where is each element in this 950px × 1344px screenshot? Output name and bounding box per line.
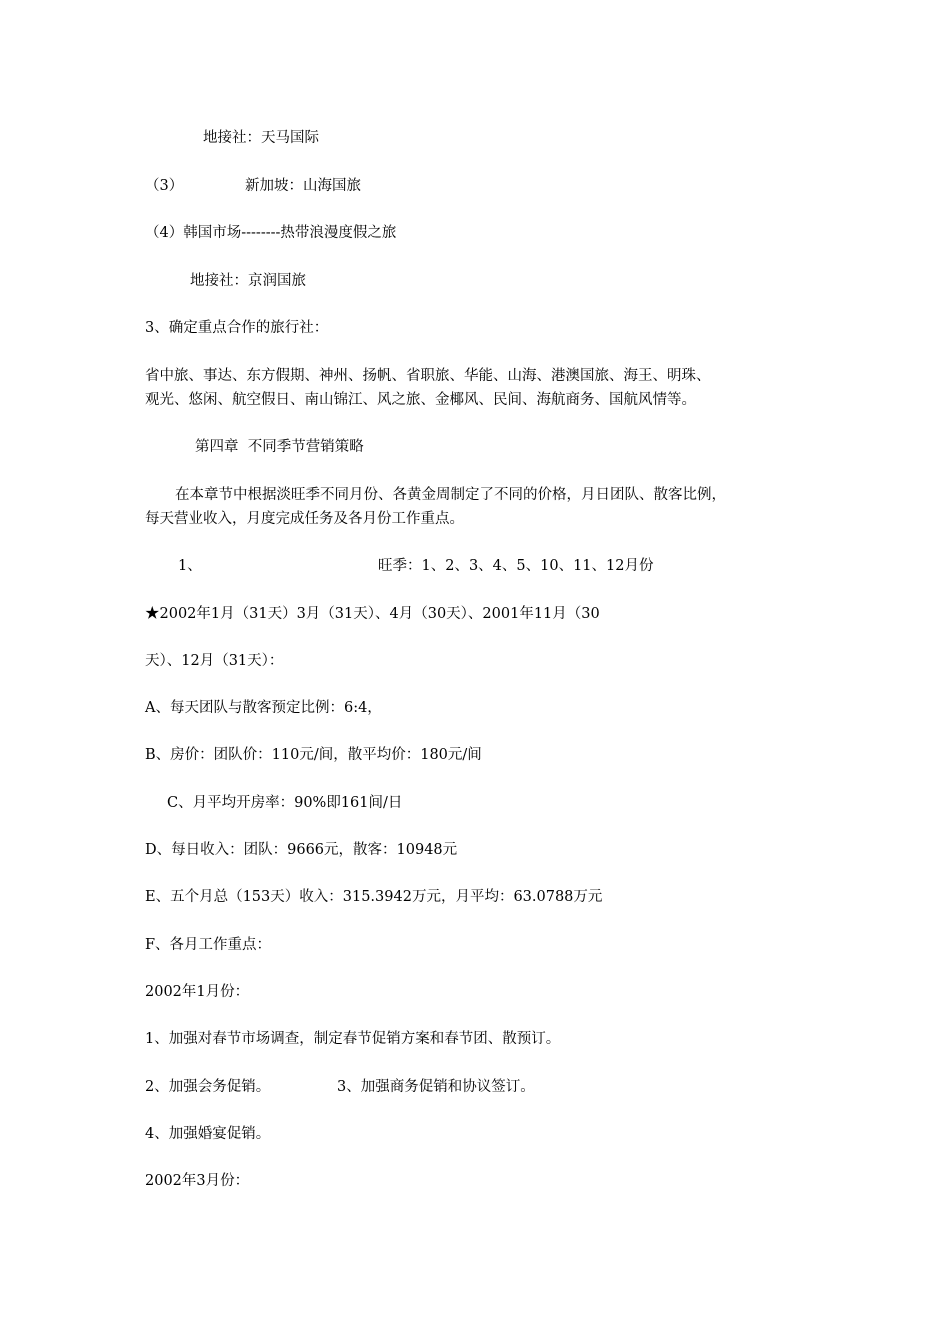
intro-paragraph-line-1: 在本章节中根据淡旺季不同月份、各黄金周制定了不同的价格，月日团队、散客比例，	[175, 487, 726, 503]
partner-list-line-1: 省中旅、事达、东方假期、神州、扬帆、省职旅、华能、山海、港澳国旅、海王、明珠、	[145, 368, 711, 384]
daily-income-line: D、每日收入：团队：9666元，散客：10948元	[145, 842, 458, 858]
january-item-4: 4、加强婚宴促销。	[145, 1126, 271, 1142]
five-month-income-line: E、五个月总（153天）收入：315.3942万元，月平均：63.0788万元	[145, 889, 603, 905]
january-item-1: 1、加强对春节市场调查，制定春节促销方案和春节团、散预订。	[145, 1031, 561, 1047]
march-heading: 2002年3月份：	[145, 1173, 250, 1189]
local-agency-line-2: 地接社：京润国旅	[190, 273, 306, 289]
peak-season-line: 旺季：1、2、3、4、5、10、11、12月份	[378, 558, 654, 574]
intro-paragraph-line-2: 每天营业收入，月度完成任务及各月份工作重点。	[145, 511, 464, 527]
january-heading: 2002年1月份：	[145, 984, 250, 1000]
occupancy-line: C、月平均开房率：90%即161间/日	[167, 795, 403, 811]
chapter-heading: 第四章 不同季节营销策略	[195, 439, 364, 455]
january-item-2: 2、加强会务促销。	[145, 1079, 271, 1095]
partner-list-line-2: 观光、悠闲、航空假日、南山锦江、风之旅、金椰风、民间、海航商务、国航风情等。	[145, 392, 696, 408]
item-number-3: （3）	[145, 178, 184, 194]
local-agency-line-1: 地接社：天马国际	[203, 130, 319, 146]
singapore-line: 新加坡：山海国旅	[245, 178, 361, 194]
section-heading-partners: 3、确定重点合作的旅行社：	[145, 320, 329, 336]
room-price-line: B、房价：团队价：110元/间，散平均价：180元/间	[145, 747, 482, 763]
january-item-3: 3、加强商务促销和协议签订。	[337, 1079, 535, 1095]
korea-market-line: （4）韩国市场--------热带浪漫度假之旅	[145, 225, 397, 241]
monthly-focus-heading: F、各月工作重点：	[145, 937, 272, 953]
item-number-1: 1、	[178, 558, 202, 574]
months-line-2: 天）、12月（31天）：	[145, 653, 284, 669]
ratio-line: A、每天团队与散客预定比例：6:4，	[145, 700, 382, 716]
months-line-1: ★2002年1月（31天）3月（31天）、4月（30天）、2001年11月（30	[145, 606, 600, 622]
